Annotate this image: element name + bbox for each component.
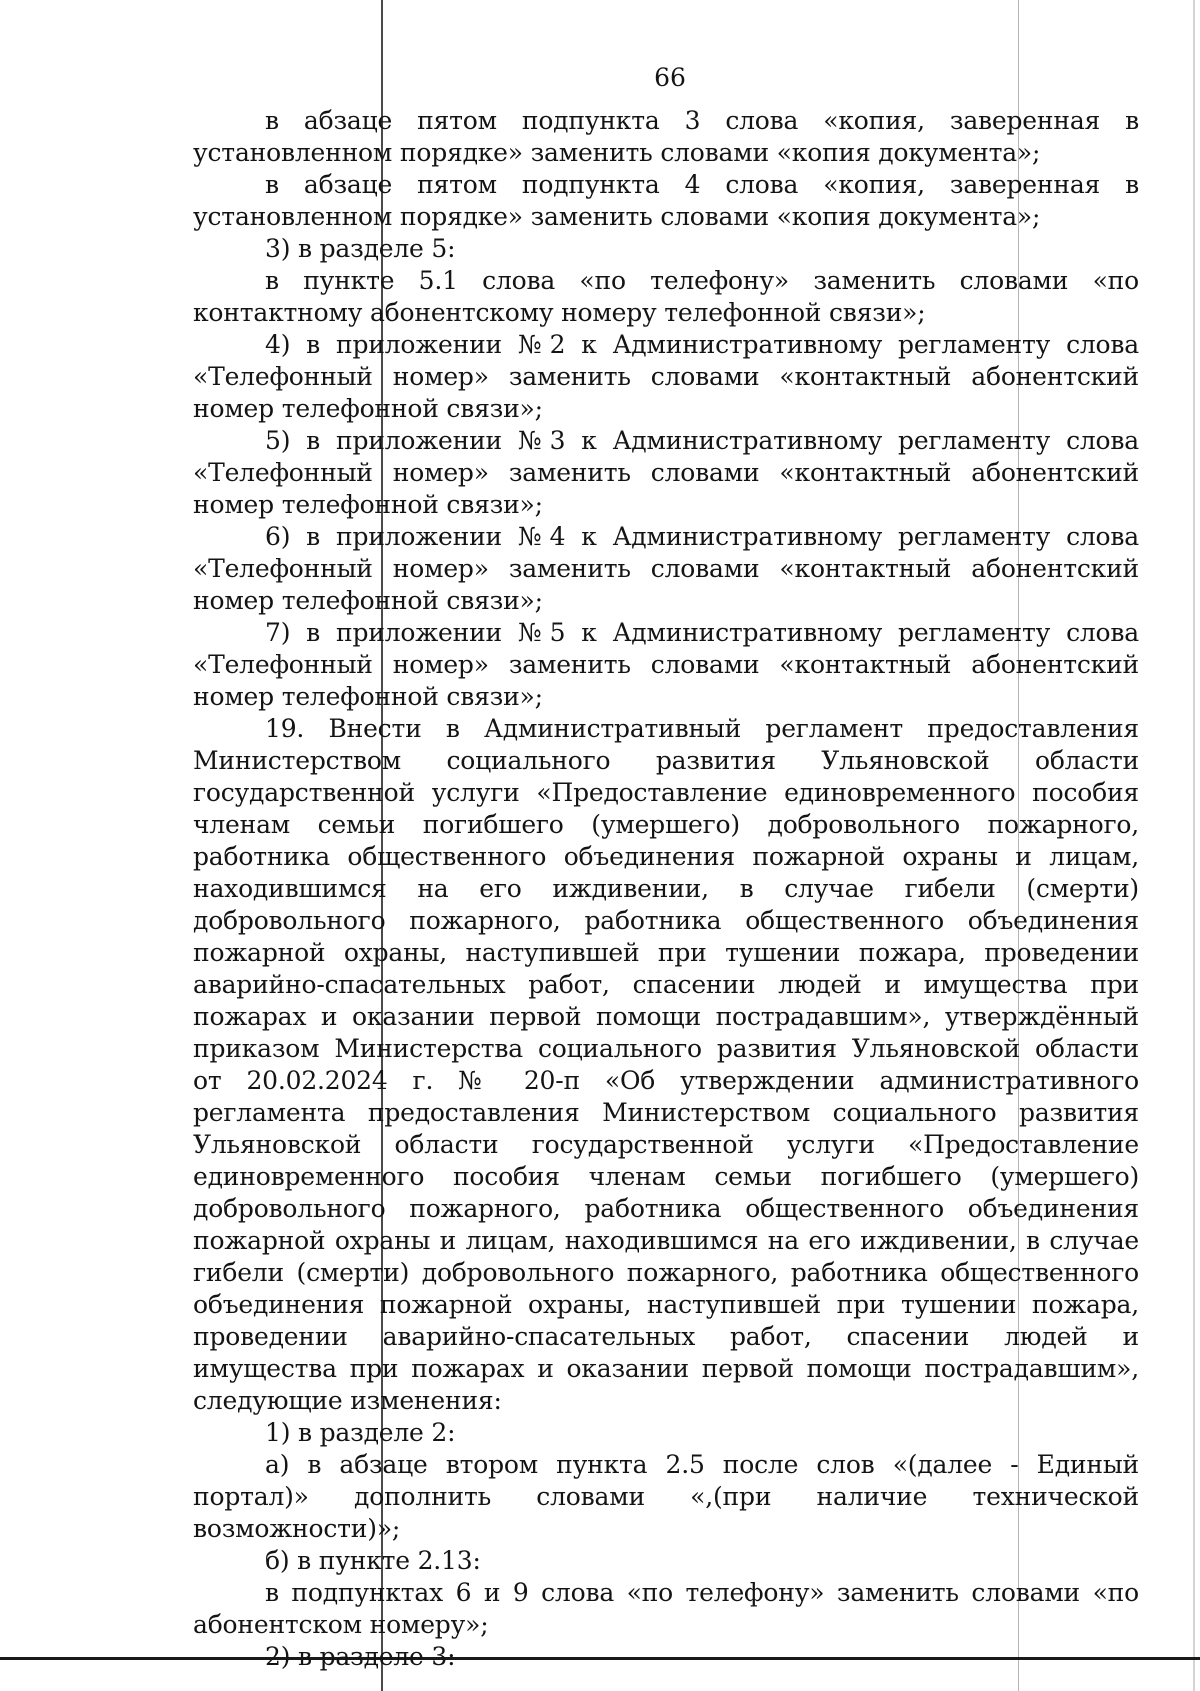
paragraph: в подпунктах 6 и 9 слова «по телефону» заменить словами «по абонентском номеру»; (193, 1578, 1139, 1639)
paragraph: 6) в приложении №4 к Административному регламенту слова «Телефонный номер» заменить словами «контактный абонентский номер телефонной связи»; (193, 522, 1139, 615)
paragraph: в пункте 5.1 слова «по телефону» заменить словами «по контактному абонентскому номеру телефонной связи»; (193, 266, 1139, 327)
paragraph: 5) в приложении №3 к Административному регламенту слова «Телефонный номер» заменить словами «контактный абонентский номер телефонной связи»; (193, 426, 1139, 519)
paragraph: в абзаце пятом подпункта 3 слова «копия, заверенная в установленном порядке» заменить словами «копия документа»; (193, 106, 1139, 167)
paragraph: 1) в разделе 2: (265, 1418, 456, 1447)
paragraph: 3) в разделе 5: (265, 234, 456, 263)
page-number: 66 (654, 63, 686, 92)
paragraph: 7) в приложении №5 к Административному регламенту слова «Телефонный номер» заменить словами «контактный абонентский номер телефонной связи»; (193, 618, 1139, 711)
paragraph: а) в абзаце втором пункта 2.5 после слов «(далее - Единый портал)» дополнить словами «,(при наличие технической возможности)»; (193, 1450, 1139, 1543)
document-body (193, 105, 1139, 1673)
paragraph: 2) в разделе 3: (265, 1642, 456, 1671)
paragraph: 19. Внести в Административный регламент предоставления Министерством социального развития Ульяновской области государственной услуги «Предоставление единовременного пособия членам семьи погибшего (умершего) добровольного пожарного, работника общественного объединения пожарной охраны и лицам, находившимся на его иждивении, в случае гибели (смерти) добровольного пожарного, работника общественного объединения пожарной охраны, наступившей при тушении пожара, проведении аварийно-спасательных работ, спасении людей и имущества при пожарах и оказании первой помощи пострадавшим», утверждённый приказом Министерства социального развития Ульяновской области от 20.02.2024 г. № 20-п «Об утверждении административного регламента предоставления Министерством социального развития Ульяновской области государственной услуги «Предоставление единовременного пособия членам семьи погибшего (умершего) добровольного пожарного, работника общественного объединения пожарной охраны и лицам, находившимся на его иждивении, в случае гибели (смерти) добровольного пожарного, работника общественного объединения пожарной охраны, наступившей при тушении пожара, проведении аварийно-спасательных работ, спасении людей и имущества при пожарах и оказании первой помощи пострадавшим», следующие изменения: (193, 714, 1139, 1415)
paragraph: в абзаце пятом подпункта 4 слова «копия, заверенная в установленном порядке» заменить словами «копия документа»; (193, 170, 1139, 231)
paragraph: 4) в приложении №2 к Административному регламенту слова «Телефонный номер» заменить словами «контактный абонентский номер телефонной связи»; (193, 330, 1139, 423)
scan-artifact-line (1193, 0, 1195, 1691)
paragraph: б) в пункте 2.13: (265, 1546, 481, 1575)
